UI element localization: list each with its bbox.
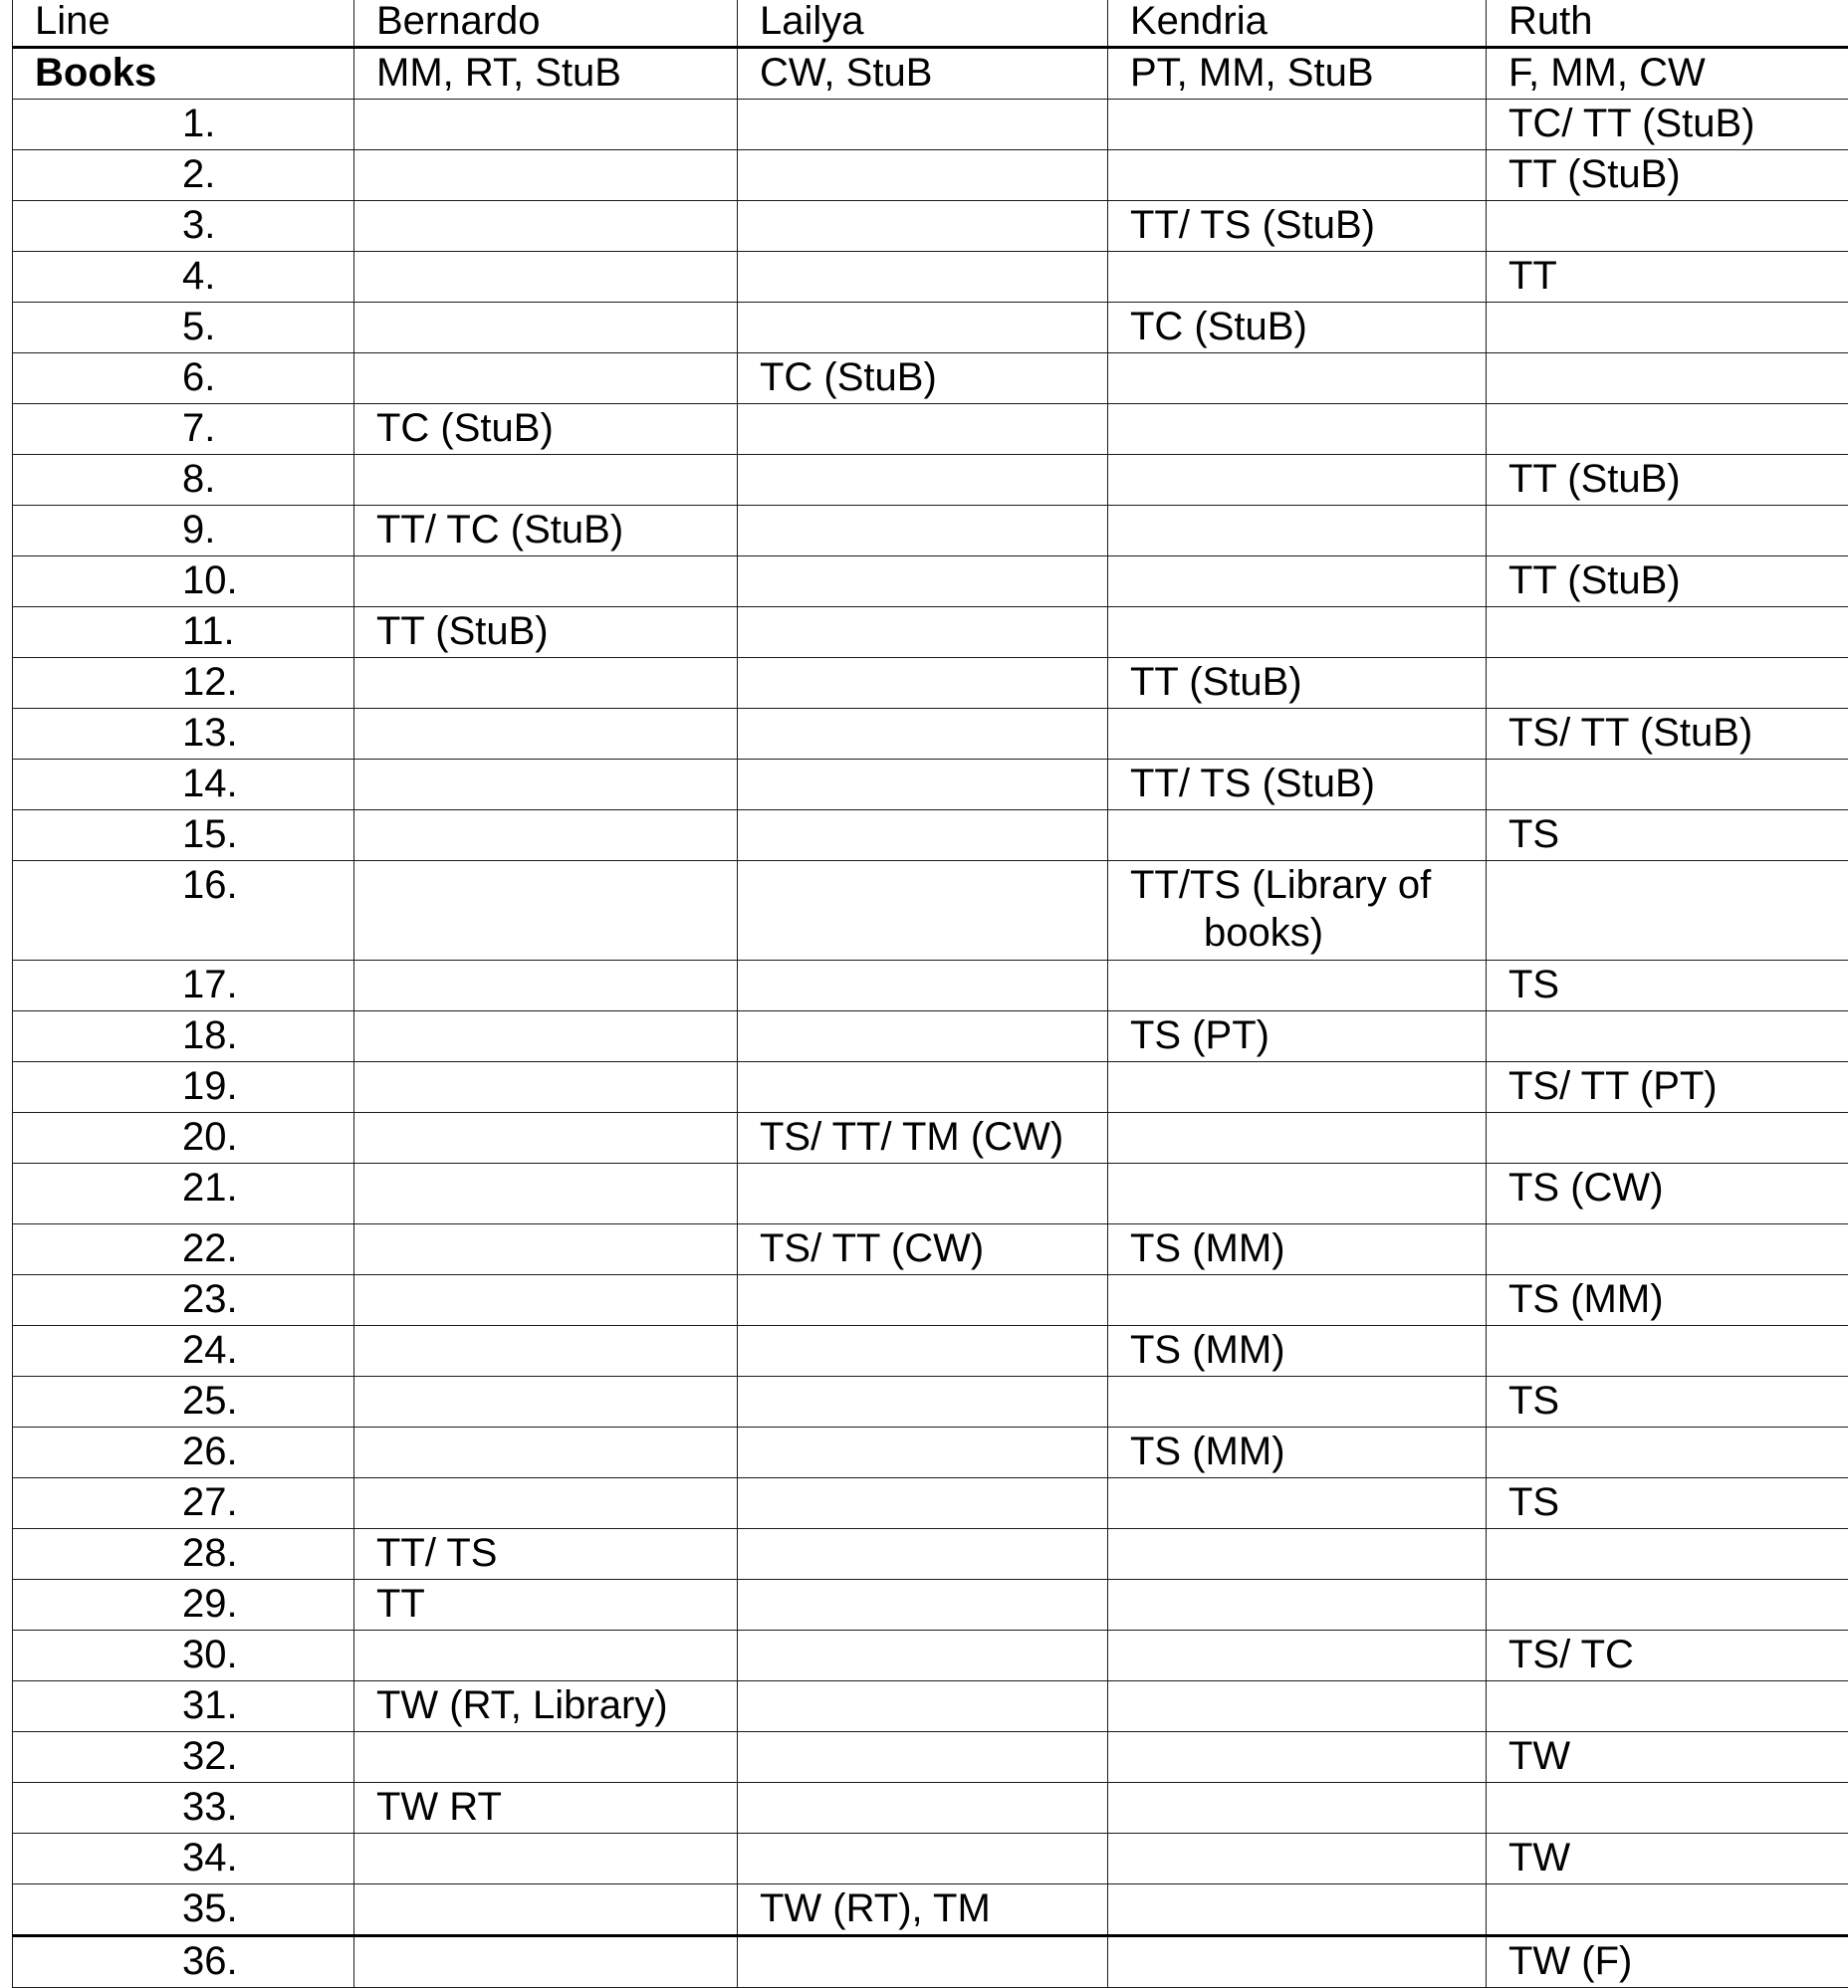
kendria-cell	[1108, 709, 1487, 760]
ruth-cell	[1487, 1783, 1848, 1834]
books-bernardo: MM, RT, StuB	[354, 48, 738, 100]
bernardo-cell: TT/ TC (StuB)	[354, 506, 738, 556]
bernardo-cell: TT (StuB)	[354, 607, 738, 658]
ruth-cell	[1487, 1428, 1848, 1478]
table-row	[13, 556, 1848, 607]
table-row	[13, 1377, 1848, 1428]
ruth-cell: TT	[1487, 252, 1848, 303]
books-row	[13, 48, 1848, 100]
table-row	[13, 404, 1848, 455]
lailya-cell	[738, 1732, 1108, 1783]
ruth-cell: TC/ TT (StuB)	[1487, 100, 1848, 150]
lailya-cell	[738, 1681, 1108, 1732]
lailya-cell	[738, 1936, 1108, 1988]
bernardo-cell	[354, 1732, 738, 1783]
kendria-cell: TS (MM)	[1108, 1326, 1487, 1377]
ruth-cell	[1487, 353, 1848, 404]
kendria-cell: TT/ TS (StuB)	[1108, 760, 1487, 810]
kendria-cell	[1108, 353, 1487, 404]
table-row	[13, 760, 1848, 810]
line-assignment-table	[12, 0, 1848, 1988]
line-number-cell: 13.	[13, 709, 354, 760]
lailya-cell	[738, 709, 1108, 760]
kendria-cell	[1108, 810, 1487, 861]
ruth-cell	[1487, 1326, 1848, 1377]
kendria-cell: TT/ TS (StuB)	[1108, 201, 1487, 252]
lailya-cell	[738, 1478, 1108, 1529]
table-row	[13, 1062, 1848, 1113]
table-row	[13, 1011, 1848, 1062]
bernardo-cell	[354, 455, 738, 506]
table-row	[13, 1164, 1848, 1224]
lailya-cell	[738, 1834, 1108, 1884]
line-number-cell: 1.	[13, 100, 354, 150]
table-row	[13, 1113, 1848, 1164]
line-number-cell: 2.	[13, 150, 354, 201]
table-row	[13, 1732, 1848, 1783]
lailya-cell: TC (StuB)	[738, 353, 1108, 404]
lailya-cell	[738, 455, 1108, 506]
line-number-cell: 24.	[13, 1326, 354, 1377]
lailya-cell	[738, 1164, 1108, 1224]
ruth-cell: TS/ TC	[1487, 1631, 1848, 1681]
bernardo-cell	[354, 1326, 738, 1377]
lailya-cell	[738, 1326, 1108, 1377]
bernardo-cell	[354, 1834, 738, 1884]
line-number-cell: 32.	[13, 1732, 354, 1783]
line-number-cell: 10.	[13, 556, 354, 607]
ruth-cell	[1487, 1681, 1848, 1732]
header-ruth: Ruth	[1487, 0, 1848, 48]
lailya-cell: TW (RT), TM	[738, 1884, 1108, 1936]
bernardo-cell	[354, 556, 738, 607]
lailya-cell: TS/ TT/ TM (CW)	[738, 1113, 1108, 1164]
bernardo-cell	[354, 1224, 738, 1275]
ruth-cell: TT (StuB)	[1487, 556, 1848, 607]
bernardo-cell	[354, 810, 738, 861]
kendria-cell	[1108, 1631, 1487, 1681]
table-row	[13, 201, 1848, 252]
bernardo-cell	[354, 150, 738, 201]
bernardo-cell: TW (RT, Library)	[354, 1681, 738, 1732]
kendria-cell	[1108, 961, 1487, 1011]
ruth-cell	[1487, 1224, 1848, 1275]
bernardo-cell	[354, 1428, 738, 1478]
line-number-cell: 6.	[13, 353, 354, 404]
table-row	[13, 252, 1848, 303]
bernardo-cell	[354, 252, 738, 303]
ruth-cell: TS	[1487, 810, 1848, 861]
lailya-cell	[738, 810, 1108, 861]
line-number-cell: 8.	[13, 455, 354, 506]
bernardo-cell	[354, 100, 738, 150]
ruth-cell	[1487, 201, 1848, 252]
line-number-cell: 17.	[13, 961, 354, 1011]
line-number-cell: 21.	[13, 1164, 354, 1224]
lailya-cell	[738, 506, 1108, 556]
ruth-cell	[1487, 607, 1848, 658]
bernardo-cell	[354, 201, 738, 252]
ruth-cell: TT (StuB)	[1487, 455, 1848, 506]
table-row	[13, 455, 1848, 506]
bernardo-cell	[354, 1377, 738, 1428]
table-row	[13, 150, 1848, 201]
bernardo-cell	[354, 1884, 738, 1936]
kendria-cell	[1108, 1732, 1487, 1783]
line-number-cell: 27.	[13, 1478, 354, 1529]
lailya-cell	[738, 1428, 1108, 1478]
line-number-cell: 11.	[13, 607, 354, 658]
line-number-cell: 20.	[13, 1113, 354, 1164]
table-row	[13, 1428, 1848, 1478]
kendria-cell	[1108, 506, 1487, 556]
kendria-cell	[1108, 1834, 1487, 1884]
ruth-cell	[1487, 1580, 1848, 1631]
kendria-cell	[1108, 252, 1487, 303]
ruth-cell: TS (CW)	[1487, 1164, 1848, 1224]
kendria-cell	[1108, 1478, 1487, 1529]
lailya-cell	[738, 961, 1108, 1011]
table-body	[13, 0, 1848, 1988]
header-line: Line	[13, 0, 354, 48]
table-row	[13, 1884, 1848, 1936]
kendria-cell	[1108, 1681, 1487, 1732]
ruth-cell	[1487, 303, 1848, 353]
ruth-cell	[1487, 861, 1848, 961]
line-number-cell: 30.	[13, 1631, 354, 1681]
kendria-cell	[1108, 1062, 1487, 1113]
lailya-cell	[738, 1529, 1108, 1580]
ruth-cell: TW	[1487, 1732, 1848, 1783]
lailya-cell	[738, 150, 1108, 201]
bernardo-cell	[354, 1478, 738, 1529]
table-row	[13, 1834, 1848, 1884]
lailya-cell	[738, 100, 1108, 150]
lailya-cell	[738, 1011, 1108, 1062]
table-row	[13, 861, 1848, 961]
table-row	[13, 1580, 1848, 1631]
header-row	[13, 0, 1848, 48]
table-row	[13, 658, 1848, 709]
bernardo-cell	[354, 861, 738, 961]
lailya-cell	[738, 1783, 1108, 1834]
ruth-cell	[1487, 506, 1848, 556]
kendria-cell: TT (StuB)	[1108, 658, 1487, 709]
lailya-cell	[738, 760, 1108, 810]
table-row	[13, 1326, 1848, 1377]
table-row	[13, 303, 1848, 353]
books-label: Books	[13, 48, 354, 100]
line-number-cell: 12.	[13, 658, 354, 709]
kendria-cell: TC (StuB)	[1108, 303, 1487, 353]
bernardo-cell: TT/ TS	[354, 1529, 738, 1580]
ruth-cell: TS	[1487, 1478, 1848, 1529]
kendria-cell	[1108, 455, 1487, 506]
bernardo-cell	[354, 709, 738, 760]
kendria-cell	[1108, 1529, 1487, 1580]
ruth-cell: TT (StuB)	[1487, 150, 1848, 201]
lailya-cell: TS/ TT (CW)	[738, 1224, 1108, 1275]
line-number-cell: 3.	[13, 201, 354, 252]
ruth-cell	[1487, 1529, 1848, 1580]
line-number-cell: 5.	[13, 303, 354, 353]
line-number-cell: 23.	[13, 1275, 354, 1326]
lailya-cell	[738, 303, 1108, 353]
table-row	[13, 1783, 1848, 1834]
ruth-cell: TS/ TT (StuB)	[1487, 709, 1848, 760]
lailya-cell	[738, 607, 1108, 658]
line-number-cell: 7.	[13, 404, 354, 455]
kendria-cell	[1108, 1164, 1487, 1224]
header-lailya: Lailya	[738, 0, 1108, 48]
line-number-cell: 35.	[13, 1884, 354, 1936]
kendria-cell	[1108, 607, 1487, 658]
ruth-cell: TS	[1487, 961, 1848, 1011]
bernardo-cell: TT	[354, 1580, 738, 1631]
table-row	[13, 709, 1848, 760]
bernardo-cell	[354, 1936, 738, 1988]
line-number-cell: 9.	[13, 506, 354, 556]
bernardo-cell: TC (StuB)	[354, 404, 738, 455]
table-row	[13, 1631, 1848, 1681]
line-number-cell: 19.	[13, 1062, 354, 1113]
ruth-cell: TS (MM)	[1487, 1275, 1848, 1326]
line-number-cell: 31.	[13, 1681, 354, 1732]
ruth-cell	[1487, 760, 1848, 810]
table-row	[13, 1224, 1848, 1275]
line-number-cell: 14.	[13, 760, 354, 810]
ruth-cell: TW (F)	[1487, 1936, 1848, 1988]
bernardo-cell	[354, 1062, 738, 1113]
bernardo-cell	[354, 353, 738, 404]
kendria-cell	[1108, 556, 1487, 607]
bernardo-cell	[354, 303, 738, 353]
line-number-cell: 4.	[13, 252, 354, 303]
table-row	[13, 1529, 1848, 1580]
bernardo-cell	[354, 658, 738, 709]
bernardo-cell	[354, 1164, 738, 1224]
bernardo-cell	[354, 760, 738, 810]
ruth-cell	[1487, 1113, 1848, 1164]
kendria-cell	[1108, 404, 1487, 455]
line-number-cell: 26.	[13, 1428, 354, 1478]
books-kendria: PT, MM, StuB	[1108, 48, 1487, 100]
table-row	[13, 353, 1848, 404]
lailya-cell	[738, 252, 1108, 303]
kendria-cell	[1108, 1884, 1487, 1936]
kendria-cell: TS (MM)	[1108, 1428, 1487, 1478]
kendria-cell: TS (PT)	[1108, 1011, 1487, 1062]
kendria-cell	[1108, 100, 1487, 150]
lailya-cell	[738, 201, 1108, 252]
books-lailya: CW, StuB	[738, 48, 1108, 100]
ruth-cell	[1487, 404, 1848, 455]
ruth-cell	[1487, 1011, 1848, 1062]
lailya-cell	[738, 658, 1108, 709]
ruth-cell	[1487, 1884, 1848, 1936]
table-row	[13, 506, 1848, 556]
lailya-cell	[738, 1377, 1108, 1428]
ruth-cell: TW	[1487, 1834, 1848, 1884]
line-number-cell: 16.	[13, 861, 354, 961]
lailya-cell	[738, 1580, 1108, 1631]
ruth-cell: TS	[1487, 1377, 1848, 1428]
line-number-cell: 36.	[13, 1936, 354, 1988]
bernardo-cell	[354, 961, 738, 1011]
books-ruth: F, MM, CW	[1487, 48, 1848, 100]
bernardo-cell	[354, 1113, 738, 1164]
lailya-cell	[738, 1275, 1108, 1326]
line-number-cell: 34.	[13, 1834, 354, 1884]
table-row	[13, 607, 1848, 658]
kendria-cell	[1108, 1377, 1487, 1428]
line-number-cell: 28.	[13, 1529, 354, 1580]
kendria-cell-text: TT/TS (Library of	[1130, 861, 1486, 909]
lailya-cell	[738, 404, 1108, 455]
table-row	[13, 1478, 1848, 1529]
ruth-cell: TS/ TT (PT)	[1487, 1062, 1848, 1113]
bernardo-cell	[354, 1631, 738, 1681]
kendria-cell	[1108, 1113, 1487, 1164]
kendria-cell	[1108, 861, 1487, 961]
lailya-cell	[738, 861, 1108, 961]
table-row	[13, 100, 1848, 150]
kendria-cell-text-continued: books)	[1130, 909, 1486, 957]
table-row	[13, 810, 1848, 861]
line-number-cell: 22.	[13, 1224, 354, 1275]
table-row	[13, 1275, 1848, 1326]
lailya-cell	[738, 1631, 1108, 1681]
lailya-cell	[738, 556, 1108, 607]
line-number-cell: 25.	[13, 1377, 354, 1428]
table-row	[13, 1681, 1848, 1732]
kendria-cell	[1108, 1783, 1487, 1834]
header-kendria: Kendria	[1108, 0, 1487, 48]
line-number-cell: 15.	[13, 810, 354, 861]
kendria-cell	[1108, 1275, 1487, 1326]
bernardo-cell	[354, 1011, 738, 1062]
bernardo-cell	[354, 1275, 738, 1326]
kendria-cell: TS (MM)	[1108, 1224, 1487, 1275]
ruth-cell	[1487, 658, 1848, 709]
header-bernardo: Bernardo	[354, 0, 738, 48]
table-row	[13, 961, 1848, 1011]
kendria-cell	[1108, 1936, 1487, 1988]
table-row	[13, 1936, 1848, 1988]
line-number-cell: 18.	[13, 1011, 354, 1062]
bernardo-cell: TW RT	[354, 1783, 738, 1834]
line-number-cell: 33.	[13, 1783, 354, 1834]
kendria-cell	[1108, 150, 1487, 201]
kendria-cell	[1108, 1580, 1487, 1631]
lailya-cell	[738, 1062, 1108, 1113]
line-number-cell: 29.	[13, 1580, 354, 1631]
